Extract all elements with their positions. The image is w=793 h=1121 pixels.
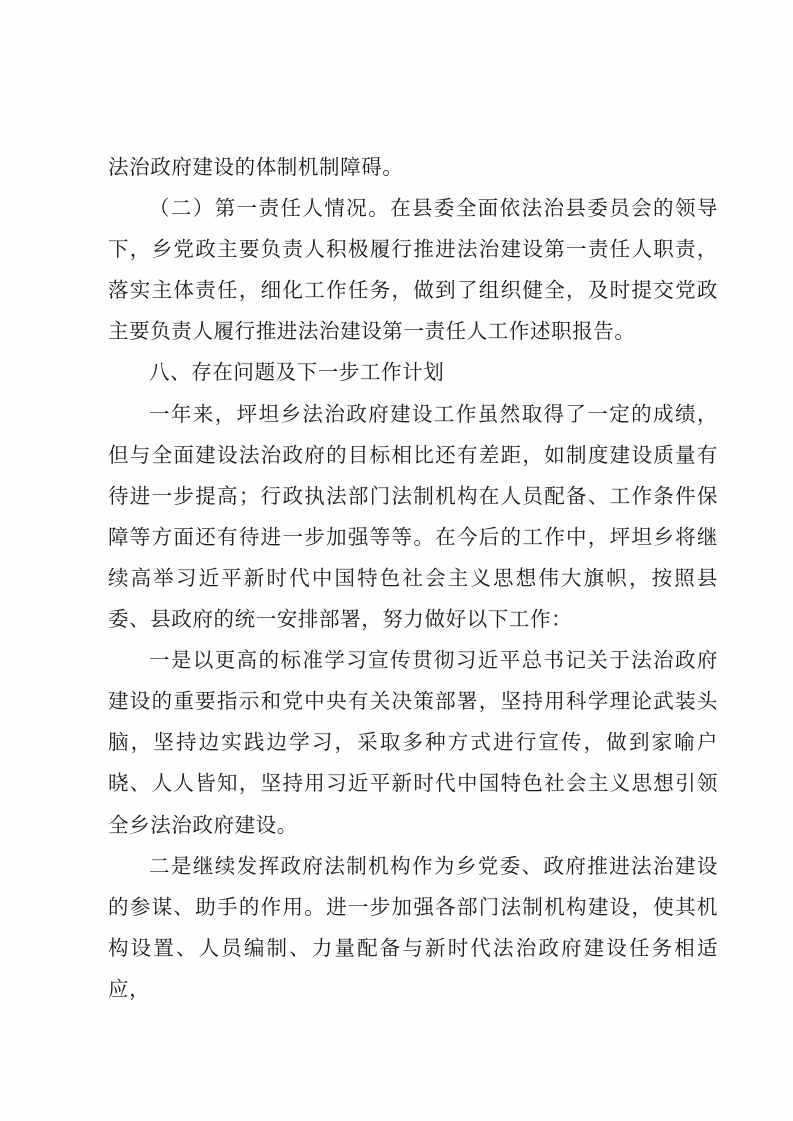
paragraph-problems: 一年来，坪坦乡法治政府建设工作虽然取得了一定的成绩，但与全面建设法治政府的目标相比还有差距，如制度建设质量有待进一步提高；行政执法部门法制机构在人员配备、工作条件保障等方面还有待进一步加强等等。在今后的工作中，坪坦乡将继续高举习近平新时代中国特色社会主义思想伟大旗帜，按照县委、县政府的统一安排部署，努力做好以下工作： — [108, 401, 718, 632]
paragraph-first-responsible-person: （二）第一责任人情况。在县委全面依法治县委员会的领导下，乡党政主要负责人积极履行推进法治建设第一责任人职责，落实主体责任，细化工作任务，做到了组织健全，及时提交党政主要负责人履行推进法治建设第一责任人工作述职报告。 — [108, 196, 718, 344]
paragraph-continuation: 法治政府建设的体制机制障碍。 — [108, 155, 404, 179]
section-heading: 八、存在问题及下一步工作计划 — [149, 360, 445, 385]
paragraph-plan-one: 一是以更高的标准学习宣传贯彻习近平总书记关于法治政府建设的重要指示和党中央有关决策部署，坚持用科学理论武装头脑，坚持边实践边学习，采取多种方式进行宣传，做到家喻户晓、人人皆知，坚持用习近平新时代中国特色社会主义思想引领全乡法治政府建设。 — [108, 648, 718, 837]
document-body — [108, 147, 718, 1010]
paragraph-plan-two: 二是继续发挥政府法制机构作为乡党委、政府推进法治建设的参谋、助手的作用。进一步加强各部门法制机构建设，使其机构设置、人员编制、力量配备与新时代法治政府建设任务相适应， — [108, 853, 718, 1001]
